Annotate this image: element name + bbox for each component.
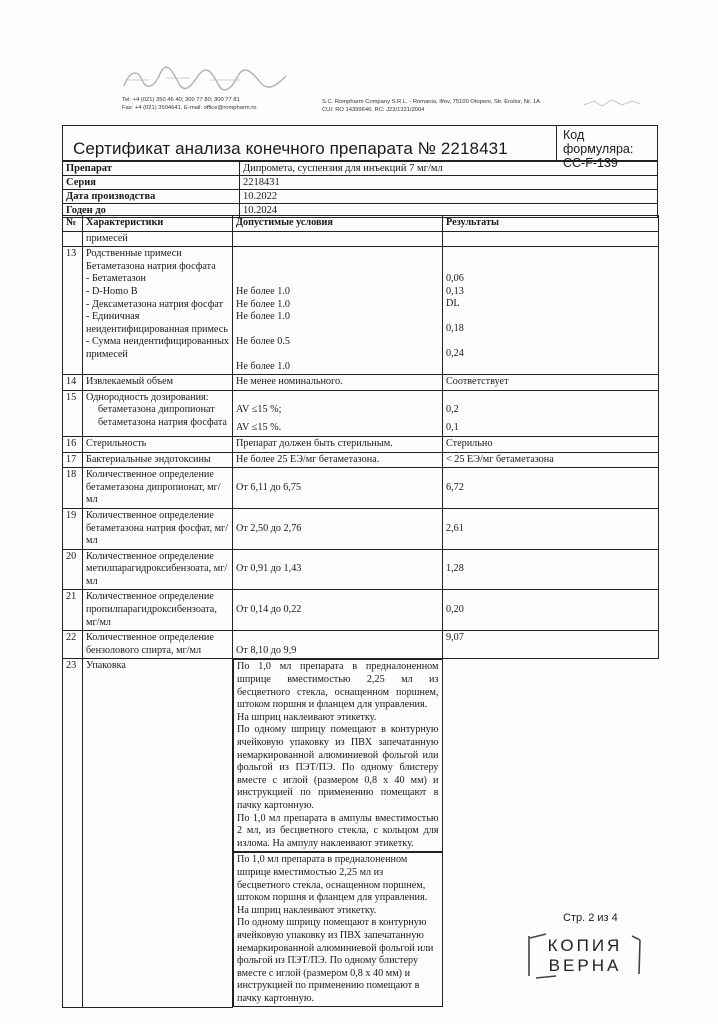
empty-cell — [63, 231, 83, 247]
row15-cond: AV ≤15 %; — [236, 403, 282, 415]
page-title: Сертификат анализа конечного препарата № 2218431 — [73, 139, 508, 158]
row-num: 18 — [63, 468, 83, 509]
row-results: < 25 ЕЭ/мг бетаметазона — [443, 452, 659, 468]
company-line-1: S.C. Rompharm Company S.R.L. - Romania, Ilfov, 75100 Otopeni, Str. Eroilor, Nr. 1A — [322, 99, 541, 105]
row-num: 20 — [63, 549, 83, 590]
row-results: 9,07 — [443, 631, 659, 659]
row15-sub: бетаметазона натрия фосфата — [98, 416, 227, 428]
row13-result: 0,18 — [446, 322, 464, 334]
header-divider — [556, 126, 557, 160]
stamp-line-2: ВЕРНА — [548, 956, 622, 975]
info-value: Дипромета, суспензия для инъекций 7 мг/мл — [240, 162, 658, 176]
row-num: 15 — [63, 390, 83, 436]
row-characteristic: Количественное определение бетаметазона натрия фосфат, мг/мл — [83, 508, 233, 549]
row-characteristic: Стерильность — [83, 436, 233, 452]
table-row — [63, 549, 659, 590]
row-characteristic — [83, 390, 233, 436]
row-num: 21 — [63, 590, 83, 631]
row-conditions — [233, 390, 443, 436]
row13-item: - Дексаметазона натрия фосфат — [86, 298, 224, 310]
table-row — [63, 631, 659, 659]
row13-result: 0,06 — [446, 273, 464, 285]
letterhead-mark-icon — [582, 97, 642, 109]
row13-cond: Не более 1.0 Не более 1.0 — [236, 298, 290, 323]
header-num: № — [63, 216, 83, 232]
product-info-table — [62, 161, 658, 218]
row-results: По 1,0 мл препарата в предналоненном шприце вместимостью 2,25 мл из бесцветного стекла, оснащенном поршнем, штоком поршня и фланцем для управления. На шприц наклеивают этикетку. По одному шприцу помещают в контурную ячейковую упаковку из ПВХ запечатанную немаркированной алюминиевой фольгой или фольгой из ПЭТ/ПЭ. По одному блистеру вместе с иглой (размером 0,8 х 40 мм) и инструкцией по применению помещают в пачку картонную. — [233, 852, 443, 1007]
table-row — [63, 375, 659, 391]
row-conditions: От 0,91 до 1,43 — [233, 549, 443, 590]
row-characteristic — [83, 247, 233, 375]
row13-item: - Единичная неидентифицированная примесь — [86, 311, 228, 335]
company-logo — [120, 66, 290, 92]
row-results: Стерильно — [443, 436, 659, 452]
row-num: 16 — [63, 436, 83, 452]
table-row — [63, 390, 659, 436]
table-row — [63, 468, 659, 509]
row-results — [443, 247, 659, 375]
header-conditions: Допустимые условия — [233, 216, 443, 232]
row-num: 14 — [63, 375, 83, 391]
table-row — [63, 508, 659, 549]
table-header-row — [63, 216, 659, 232]
row15-title: Однородность дозирования: — [86, 391, 209, 403]
row-num: 23 — [63, 659, 83, 1008]
header-results: Результаты — [443, 216, 659, 232]
info-row — [63, 190, 658, 204]
row-conditions — [233, 247, 443, 375]
form-code-value: CC-F-139 — [563, 156, 618, 170]
row-conditions: От 6,11 до 6,75 — [233, 468, 443, 509]
row-conditions: От 8,10 до 9,9 — [233, 631, 443, 659]
row-conditions: От 0,14 до 0,22 — [233, 590, 443, 631]
row-characteristic: Количественное определение бензолового спирта, мг/мл — [83, 631, 233, 659]
row13-result: 0,24 — [446, 347, 464, 359]
empty-cell — [443, 231, 659, 247]
row13-item: - Бетаметазон — [86, 273, 146, 285]
row-results: 0,20 — [443, 590, 659, 631]
row-conditions: Препарат должен быть стерильным. — [233, 436, 443, 452]
copy-stamp — [526, 932, 644, 980]
row15-result: 0,1 — [446, 422, 459, 434]
letterhead-contact — [122, 96, 257, 112]
row-num: 17 — [63, 452, 83, 468]
table-row — [63, 231, 659, 247]
row-conditions: По 1,0 мл препарата в предналоненном шприце вместимостью 2,25 мл из бесцветного стекла, оснащенном поршнем, штоком поршня и фланцем для управления. На шприц наклеивают этикетку. По одному шприцу помещают в контурную ячейковую упаковку из ПВХ запечатанную немаркированной алюминиевой фольгой или фольгой из ПЭТ/ПЭ. По одному блистеру вместе с иглой (размером 0,8 х 40 мм) и инструкцией по применению помещают в пачку картонную. По 1,0 мл препарата в ампулы вместимостью 2 мл, из бесцветного стекла, с кольцом для излома. На ампулу наклеивают этикетку. — [233, 659, 443, 852]
info-key: Препарат — [63, 162, 240, 176]
row13-item: - Сумма неидентифицированных примесей — [86, 336, 230, 360]
continuation-text: примесей — [83, 231, 233, 247]
row-results: 1,28 — [443, 549, 659, 590]
info-key: Годен до — [63, 204, 240, 218]
row-results — [443, 390, 659, 436]
row-num: 22 — [63, 631, 83, 659]
row-characteristic: Количественное определение метилпарагидроксибензоата, мг/мл — [83, 549, 233, 590]
row-characteristic: Извлекаемый объем — [83, 375, 233, 391]
row13-cond: Не более 0.5 — [236, 335, 290, 347]
row15-sub: бетаметазона дипропионат — [98, 404, 215, 416]
stamp-line-1: КОПИЯ — [547, 936, 623, 955]
empty-cell — [233, 231, 443, 247]
table-row — [63, 247, 659, 375]
row13-cond: Не более 1.0 — [236, 286, 290, 298]
info-key: Дата производства — [63, 190, 240, 204]
company-line-2: CUI: RO 14399646; RC: J23/1321/2004 — [322, 107, 425, 113]
info-key: Серия — [63, 176, 240, 190]
row13-result: 0,13 — [446, 285, 464, 297]
info-value: 10.2022 — [240, 190, 658, 204]
letterhead-company — [322, 98, 540, 114]
row-results: 6,72 — [443, 468, 659, 509]
info-row — [63, 176, 658, 190]
info-value: 10.2024 — [240, 204, 658, 218]
form-code-label: Код формуляра: — [563, 128, 634, 156]
row-num: 19 — [63, 508, 83, 549]
contact-line-1: Tel: +4 (021) 350 46 40; 300 77 80; 300 77 81 — [122, 97, 240, 103]
row-characteristic: Количественное определение бетаметазона дипропионат, мг/мл — [83, 468, 233, 509]
row-characteristic: Количественное определение пропилпарагидроксибензоата, мг/мл — [83, 590, 233, 631]
info-row — [63, 162, 658, 176]
row-results: 2,61 — [443, 508, 659, 549]
row-conditions: Не более 25 ЕЭ/мг бетаметазона. — [233, 452, 443, 468]
row-characteristic: Упаковка — [83, 659, 233, 1008]
analysis-table — [62, 215, 659, 1008]
page-number: Стр. 2 из 4 — [563, 912, 618, 924]
header-characteristic: Характеристики — [83, 216, 233, 232]
row-conditions: От 2,50 до 2,76 — [233, 508, 443, 549]
table-row — [63, 452, 659, 468]
row-conditions: Не менее номинального. — [233, 375, 443, 391]
contact-line-2: Fax: +4 (021) 3504641. E-mail: office@rompharm.ro — [122, 105, 257, 111]
table-row — [63, 590, 659, 631]
row13-title: Родственные примеси Бетаметазона натрия фосфата — [86, 248, 216, 272]
row-characteristic: Бактериальные эндотоксины — [83, 452, 233, 468]
row13-item: - D-Homo B — [86, 285, 138, 297]
row15-result: 0,2 — [446, 403, 459, 415]
letterhead — [112, 64, 712, 114]
row13-result: DL — [446, 298, 460, 310]
row-num: 13 — [63, 247, 83, 375]
row-results: Соответствует — [443, 375, 659, 391]
row15-cond: AV ≤15 %. — [236, 422, 282, 434]
table-row — [63, 436, 659, 452]
info-value: 2218431 — [240, 176, 658, 190]
row13-cond: Не более 1.0 — [236, 360, 290, 372]
